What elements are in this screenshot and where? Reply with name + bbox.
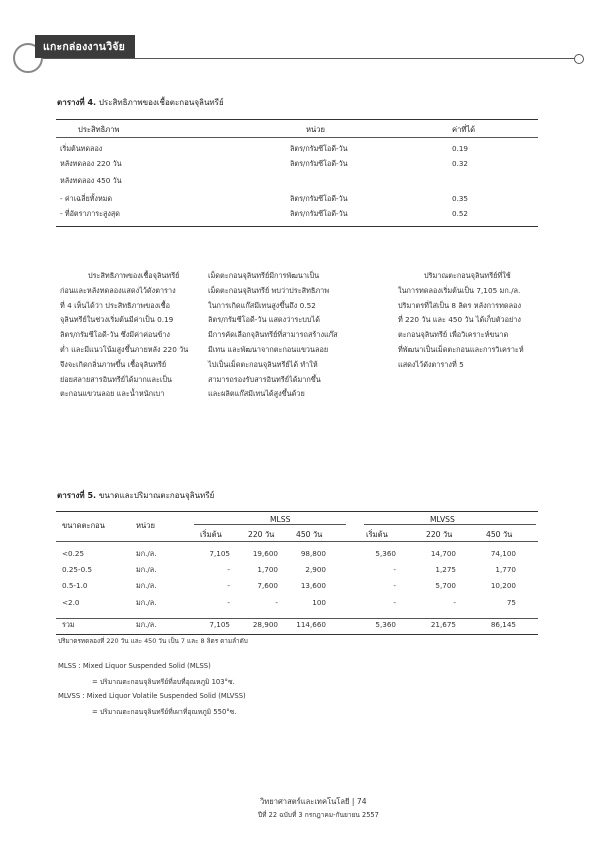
table5-subheader: 450 วัน bbox=[486, 530, 513, 539]
table4-header-efficiency: ประสิทธิภาพ bbox=[78, 125, 120, 134]
table5-row-unit: มก./ล. bbox=[136, 598, 157, 607]
body-text-column-3 bbox=[398, 269, 540, 373]
table4-header-value: ค่าที่ได้ bbox=[452, 125, 476, 134]
table5-caption bbox=[57, 489, 214, 502]
header-rule bbox=[22, 58, 577, 59]
body-text-line: และผลิตแก๊สมีเทนได้สูงขึ้นด้วย bbox=[208, 389, 305, 399]
table5-row-size: 0.25-0.5 bbox=[62, 565, 93, 574]
table5-row-size: รวม bbox=[62, 620, 75, 629]
table4-row-value: 0.52 bbox=[452, 209, 469, 218]
body-text-line: ไปเป็นเม็ดตะกอนจุลินทรีย์ได้ ทำให้ bbox=[208, 359, 318, 369]
footer-journal bbox=[260, 796, 367, 808]
table5-row-size: <0.25 bbox=[62, 549, 85, 558]
table4-row-value: 0.35 bbox=[452, 194, 469, 203]
body-text-line: ลิตร/กรัมซีโอดี-วัน ซึ่งมีค่าค่อนข้าง bbox=[60, 330, 170, 340]
body-text-line: ประสิทธิภาพของเชื้อจุลินทรีย์ bbox=[88, 271, 180, 280]
table5-subheader: เริ่มต้น bbox=[366, 530, 388, 539]
table5-cell: 21,675 bbox=[430, 620, 456, 629]
body-text-line: ตะกอนจุลินทรีย์ เพื่อวิเคราะห์ขนาด bbox=[398, 330, 509, 340]
table5-cell: - bbox=[227, 598, 230, 607]
table5-cell: - bbox=[393, 565, 396, 574]
table4-row-value: 0.32 bbox=[452, 159, 469, 168]
body-text-line: ในการทดลองเริ่มต้นเป็น 7,105 มก./ล. bbox=[398, 285, 521, 295]
header-rule-end-circle bbox=[574, 54, 584, 64]
body-text-line: สามารถรองรับสารอินทรีย์ได้มากขึ้น bbox=[208, 374, 321, 384]
table5-cell: 1,275 bbox=[435, 565, 456, 574]
section-label: แกะกล่องงานวิจัย bbox=[35, 35, 135, 58]
table5-cell: 1,700 bbox=[257, 565, 278, 574]
table5-header-rule bbox=[56, 541, 538, 542]
table5-cell: 86,145 bbox=[490, 620, 516, 629]
table4-caption bbox=[57, 96, 224, 109]
table4-row-unit: ลิตร/กรัมซีโอดี-วัน bbox=[290, 209, 348, 218]
table5-mlss-underline bbox=[194, 524, 346, 525]
table4-row-unit: ลิตร/กรัมซีโอดี-วัน bbox=[290, 159, 348, 168]
table5-row-unit: มก./ล. bbox=[136, 581, 157, 590]
table5-cell: 14,700 bbox=[430, 549, 456, 558]
table5-row-size: <2.0 bbox=[62, 598, 80, 607]
table5-row-unit: มก./ล. bbox=[136, 620, 157, 629]
table4-header-rule bbox=[56, 137, 538, 138]
table5-subheader: เริ่มต้น bbox=[200, 530, 222, 539]
body-text-line: เม็ดตะกอนจุลินทรีย์มีการพัฒนาเป็น bbox=[208, 271, 320, 280]
footer-issue: ปีที่ 22 ฉบับที่ 3 กรกฎาคม-กันยายน 2557 bbox=[258, 811, 379, 819]
table5-subheader: 450 วัน bbox=[296, 530, 323, 539]
body-text-column-2 bbox=[208, 269, 348, 402]
table4-row-label: - ที่อัตราภาระสูงสุด bbox=[60, 209, 120, 218]
body-text-line: ที่ 4 เห็นได้ว่า ประสิทธิภาพของเชื้อ bbox=[60, 300, 170, 310]
table5-subheader: 220 วัน bbox=[426, 530, 453, 539]
table5-cell: - bbox=[393, 598, 396, 607]
table4-bottom-rule bbox=[56, 226, 538, 227]
table5-header-mlvss: MLVSS bbox=[430, 515, 455, 524]
table5-header-size: ขนาดตะกอน bbox=[62, 521, 105, 530]
body-text-line: ในการเกิดแก๊สมีเทนสูงขึ้นถึง 0.52 bbox=[208, 300, 316, 310]
table5-header-unit: หน่วย bbox=[136, 521, 155, 530]
table4-row-label: - ค่าเฉลี่ยทั้งหมด bbox=[60, 194, 113, 203]
body-text-line: มีเทน และพัฒนาจากตะกอนแขวนลอย bbox=[208, 344, 329, 354]
table5-cell: 114,660 bbox=[296, 620, 326, 629]
table5-bottom-rule bbox=[56, 634, 538, 635]
table5-cell: - bbox=[275, 598, 278, 607]
table5-caption-text: ขนาดและปริมาณตะกอนจุลินทรีย์ bbox=[98, 491, 215, 500]
note-mlss-definition: MLSS : Mixed Liquor Suspended Solid (MLSS) bbox=[58, 662, 211, 670]
table5-cell: 74,100 bbox=[490, 549, 516, 558]
body-text-line: จุลินทรีย์ในช่วงเริ่มต้นมีค่าเป็น 0.19 bbox=[60, 315, 174, 325]
body-text-column-1 bbox=[60, 269, 197, 402]
body-text-line: ย่อยสลายสารอินทรีย์ได้มากและเป็น bbox=[60, 374, 173, 384]
footer-journal-name: วิทยาศาสตร์และเทคโนโลยี bbox=[260, 797, 350, 806]
table5-cell: 98,800 bbox=[300, 549, 326, 558]
table5-cell: 7,105 bbox=[209, 549, 230, 558]
table4-caption-label: ตารางที่ 4. bbox=[57, 98, 97, 107]
table5-cell: 5,700 bbox=[435, 581, 456, 590]
body-text-line: ปริมาณตะกอนจุลินทรีย์ที่ใช้ bbox=[424, 271, 511, 280]
table5-row-unit: มก./ล. bbox=[136, 549, 157, 558]
table5-cell: 7,105 bbox=[209, 620, 230, 629]
note-mlvss-description: = ปริมาณตะกอนจุลินทรีย์ที่เผาที่อุณหภูมิ 550°ซ. bbox=[92, 708, 237, 716]
footer-page-number: 74 bbox=[356, 797, 367, 806]
table5-caption-label: ตารางที่ 5. bbox=[57, 491, 97, 500]
table5-cell: 75 bbox=[506, 598, 516, 607]
note-mlss-description: = ปริมาณตะกอนจุลินทรีย์ที่อบที่อุณหภูมิ 103°ซ. bbox=[92, 678, 235, 686]
table5-cell: 7,600 bbox=[257, 581, 278, 590]
body-text-line: ต่ำ และมีแนวโน้มสูงขึ้นภายหลัง 220 วัน bbox=[60, 344, 189, 354]
table5-top-rule bbox=[56, 511, 538, 512]
table5-cell: 5,360 bbox=[375, 620, 396, 629]
table5-cell: 28,900 bbox=[252, 620, 278, 629]
table5-cell: - bbox=[227, 565, 230, 574]
table5-cell: 19,600 bbox=[252, 549, 278, 558]
footer-separator: | bbox=[351, 797, 355, 806]
table5-cell: - bbox=[453, 598, 456, 607]
body-text-line: จึงจะเกิดกลิ่นภาพขึ้น เชื้อจุลินทรีย์ bbox=[60, 359, 167, 369]
body-text-line: เม็ดตะกอนจุลินทรีย์ พบว่าประสิทธิภาพ bbox=[208, 285, 330, 295]
table4-row-label: หลังทดลอง 220 วัน bbox=[60, 159, 122, 168]
body-text-line: ที่ 220 วัน และ 450 วัน ได้เก็บตัวอย่าง bbox=[398, 315, 521, 325]
table4-caption-text: ประสิทธิภาพของเชื้อตะกอนจุลินทรีย์ bbox=[98, 98, 224, 107]
table4-row-label: เริ่มต้นทดลอง bbox=[60, 144, 103, 153]
body-text-line: แสดงไว้ดังตารางที่ 5 bbox=[398, 359, 464, 369]
body-text-line: ลิตร/กรัมซีโอดี-วัน แสดงว่าระบบได้ bbox=[208, 315, 320, 325]
table5-cell: 2,900 bbox=[305, 565, 326, 574]
body-text-line: ที่พัฒนาเป็นเม็ดตะกอนและการวิเคราะห์ bbox=[398, 344, 524, 354]
table5-cell: 5,360 bbox=[375, 549, 396, 558]
table4-top-rule bbox=[56, 119, 538, 120]
table5-cell: 10,200 bbox=[490, 581, 516, 590]
table5-subheader: 220 วัน bbox=[248, 530, 275, 539]
table4-row-label: หลังทดลอง 450 วัน bbox=[60, 176, 122, 185]
table5-cell: - bbox=[393, 581, 396, 590]
body-text-line: ก่อนและหลังทดลองแสดงไว้ดังตาราง bbox=[60, 285, 176, 295]
table5-header-mlss: MLSS bbox=[270, 515, 291, 524]
table4-row-value: 0.19 bbox=[452, 144, 469, 153]
table5-row-unit: มก./ล. bbox=[136, 565, 157, 574]
table5-cell: 13,600 bbox=[300, 581, 326, 590]
table5-cell: 1,770 bbox=[495, 565, 516, 574]
body-text-line: ตะกอนแขวนลอย และน้ำหนักเบา bbox=[60, 389, 165, 399]
table5-footnote: ปริมาตรทดลองที่ 220 วัน และ 450 วัน เป็น 7 และ 8 ลิตร ตามลำดับ bbox=[58, 637, 248, 645]
table4-row-unit: ลิตร/กรัมซีโอดี-วัน bbox=[290, 194, 348, 203]
table5-cell: 100 bbox=[312, 598, 326, 607]
table5-row-size: 0.5-1.0 bbox=[62, 581, 88, 590]
body-text-line: มีการคัดเลือกจุลินทรีย์ที่สามารถสร้างแก๊ส bbox=[208, 330, 338, 340]
note-mlvss-definition: MLVSS : Mixed Liquor Volatile Suspended Solid (MLVSS) bbox=[58, 692, 246, 700]
table4-row-unit: ลิตร/กรัมซีโอดี-วัน bbox=[290, 144, 348, 153]
table4-header-unit: หน่วย bbox=[306, 125, 325, 134]
table5-mlvss-underline bbox=[364, 524, 536, 525]
table5-total-rule bbox=[56, 618, 538, 619]
table5-cell: - bbox=[227, 581, 230, 590]
body-text-line: ปริมาตรที่ใส่เป็น 8 ลิตร หลังการทดลอง bbox=[398, 300, 522, 310]
